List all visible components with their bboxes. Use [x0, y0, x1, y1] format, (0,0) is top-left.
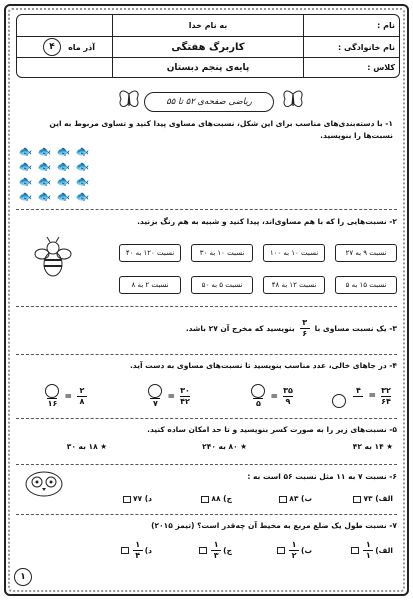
family-label: نام خانوادگی :	[337, 42, 395, 52]
ratio-box[interactable]: نسبت ۱۰ به ۱۰۰	[263, 244, 325, 262]
answer-blank[interactable]	[148, 384, 162, 398]
option-b[interactable]: ب) ۸۳	[277, 494, 312, 503]
section-banner: ریاضی صفحه‌ی ۵۲ تا ۵۵	[144, 92, 274, 112]
header-row-1	[17, 15, 399, 36]
fish-icon: 🐟	[37, 145, 52, 158]
ratio-box[interactable]: نسبت ۵ به ۵۰	[191, 276, 253, 294]
option-a[interactable]: الف) ۷۳	[351, 494, 393, 503]
fish-icon: 🐟	[75, 160, 90, 173]
checkbox[interactable]	[279, 496, 287, 503]
month-label: آذر ماه	[68, 42, 95, 52]
header-table	[16, 14, 400, 78]
butterfly-icon	[118, 88, 140, 112]
grade-label: پایه‌ی پنجم دبستان	[166, 62, 250, 73]
ratio-box[interactable]: نسبت ۱۲ به ۴۸	[263, 276, 325, 294]
fish-icon: 🐟	[56, 190, 71, 203]
answer-blank[interactable]	[332, 394, 346, 408]
checkbox[interactable]	[199, 547, 207, 554]
header-row-3	[17, 57, 399, 77]
ratio-item: ★ ۱۴ به ۴۲	[352, 442, 393, 451]
divider	[16, 514, 397, 515]
fish-icon: 🐟	[18, 145, 33, 158]
class-label: کلاس :	[367, 63, 395, 72]
question-3-text-after: بنویسید که مخرج آن ۲۷ باشد.	[185, 323, 295, 333]
ratio-item: ★ ۱۸ به ۳۰	[66, 442, 107, 451]
ratio-box[interactable]: نسبت ۱۵ به ۵	[335, 276, 397, 294]
fish-icon: 🐟	[75, 145, 90, 158]
question-1-text: ۱- با دسته‌بندی‌های مناسب برای این شکل، نسبت‌های مساوی پیدا کنید و تساوی مربوط به این نسبت‌ها را بنویسید.	[49, 119, 393, 140]
question-7-text: ۷- نسبت طول یک ضلع مربع به محیط آن چه‌قدر است؟ (تیمز ۲۰۱۵)	[151, 521, 397, 530]
fish-icon: 🐟	[18, 175, 33, 188]
worksheet-title: کاربرگ هفتگی	[171, 41, 245, 53]
equation-4: ۱۶ = $\frac{۲}{۸}$	[43, 384, 89, 409]
question-2-text: ۲- نسبت‌هایی را که با هم مساوی‌اند، پیدا کنید و شبیه به هم رنگ بزنید.	[137, 217, 397, 226]
equation-3: ۷ = $\frac{۳۰}{۴۲}$	[146, 384, 192, 409]
equation-1: ۴ = $\frac{۳۲}{۶۴}$	[330, 384, 393, 408]
fish-icon: 🐟	[56, 160, 71, 173]
option-c[interactable]: ج) ۸۸	[199, 494, 232, 503]
fish-icon: 🐟	[37, 175, 52, 188]
fish-icon: 🐟	[75, 190, 90, 203]
ratio-box[interactable]: نسبت ۱۲۰ به ۴۰	[119, 244, 181, 262]
checkbox[interactable]	[351, 547, 359, 554]
option-b[interactable]: ب) $\frac{۱}{۲}$	[275, 540, 312, 561]
checkbox[interactable]	[201, 496, 209, 503]
question-3	[16, 318, 397, 339]
bee-icon	[34, 236, 72, 280]
checkbox[interactable]	[123, 496, 131, 503]
option-d[interactable]: د) ۷۷	[121, 494, 152, 503]
fish-icon: 🐟	[37, 160, 52, 173]
fish-icon: 🐟	[18, 190, 33, 203]
fish-icon: 🐟	[75, 175, 90, 188]
ratio-box[interactable]: نسبت ۲ به ۸	[119, 276, 181, 294]
checkbox[interactable]	[353, 496, 361, 503]
option-c[interactable]: ج) $\frac{۱}{۳}$	[197, 540, 232, 561]
fish-grid	[18, 146, 94, 206]
question-3-text-before: ۳- یک نسبت مساوی با	[314, 323, 397, 333]
question-6-text: ۶- نسبت ۷ به ۱۱ مثل نسبت ۵۶ است به :	[247, 472, 397, 481]
answer-blank[interactable]	[251, 384, 265, 398]
name-label: نام :	[377, 21, 395, 30]
fraction: $\frac{۳}{۶}$	[300, 318, 310, 339]
bismillah: به نام خدا	[188, 21, 228, 30]
option-a[interactable]: الف) $\frac{۱}{۱}$	[349, 540, 393, 561]
worksheet-page	[4, 4, 409, 596]
fish-icon: 🐟	[37, 190, 52, 203]
fish-icon: 🐟	[56, 175, 71, 188]
divider	[16, 209, 397, 210]
checkbox[interactable]	[277, 547, 285, 554]
fish-icon: 🐟	[56, 145, 71, 158]
answer-blank[interactable]	[45, 384, 59, 398]
divider	[16, 418, 397, 419]
option-d[interactable]: د) $\frac{۱}{۴}$	[119, 540, 152, 561]
question-4-text: ۴- در جاهای خالی، عدد مناسب بنویسید تا نسبت‌های مساوی به دست آید.	[129, 361, 397, 370]
ratio-box[interactable]: نسبت ۱۰ به ۳۰	[191, 244, 253, 262]
ratio-box[interactable]: نسبت ۹ به ۲۷	[335, 244, 397, 262]
question-5-text: ۵- نسبت‌های زیر را به صورت کسر بنویسید و تا حد امکان ساده کنید.	[147, 425, 397, 434]
equation-2: ۵ = $\frac{۳۵}{۹}$	[249, 384, 295, 409]
butterfly-icon	[282, 88, 304, 112]
page-number: ۱	[14, 568, 32, 586]
divider	[16, 464, 397, 465]
divider	[16, 306, 397, 307]
ratio-item: ★ ۸۰ به ۲۴۰	[202, 442, 247, 451]
header-row-2	[17, 36, 399, 57]
week-number: ۴	[43, 38, 61, 56]
divider	[16, 354, 397, 355]
checkbox[interactable]	[121, 547, 129, 554]
fish-icon: 🐟	[18, 160, 33, 173]
